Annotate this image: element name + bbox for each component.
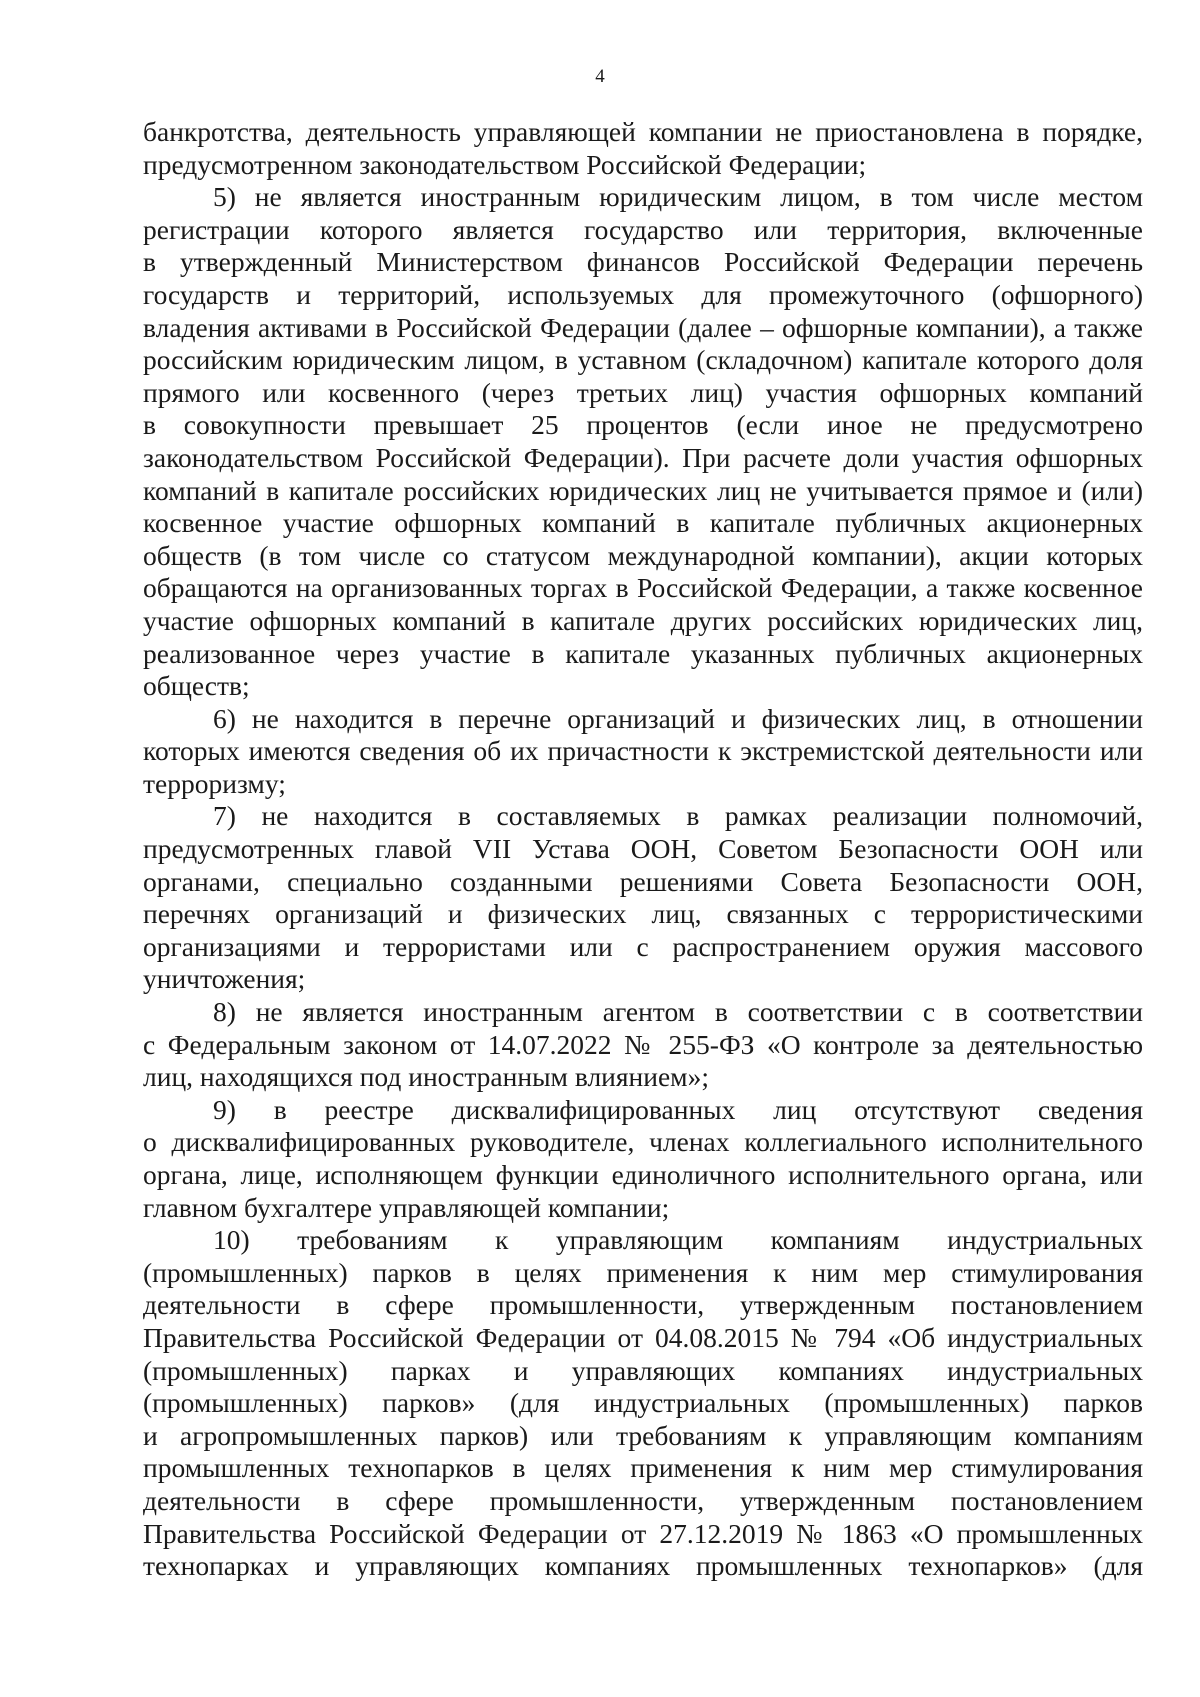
- text-line: уничтожения;: [143, 963, 306, 995]
- text-line: 9) в реестре дисквалифицированных лиц отсутствуют сведения: [213, 1093, 1143, 1125]
- text-line: реализованное через участие в капитале указанных публичных акционерных: [143, 637, 1143, 669]
- text-line: деятельности в сфере промышленности, утвержденным постановлением: [143, 1289, 1143, 1321]
- text-line: 7) не находится в составляемых в рамках реализации полномочий,: [213, 800, 1143, 832]
- text-line: регистрации которого является государство или территория, включенные: [143, 213, 1143, 245]
- text-line: лиц, находящихся под иностранным влиянием»;: [143, 1061, 709, 1093]
- paragraph-item-10: [143, 1224, 1143, 1583]
- text-line: обществ;: [143, 670, 250, 702]
- text-line: Правительства Российской Федерации от 27.12.2019 № 1863 «О промышленных: [143, 1517, 1143, 1549]
- text-line: органа, лице, исполняющем функции единоличного исполнительного органа, или: [143, 1159, 1143, 1190]
- paragraph-item-8: [143, 996, 1143, 1094]
- paragraph-item-5: [143, 181, 1143, 703]
- text-line: технопарках и управляющих компаниях промышленных технопарков» (для: [143, 1550, 1143, 1582]
- text-line: терроризму;: [143, 767, 286, 799]
- text-line: участие офшорных компаний в капитале других российских юридических лиц,: [143, 604, 1143, 636]
- text-line: 5) не является иностранным юридическим лицом, в том числе местом: [213, 181, 1143, 213]
- text-line: органами, специально созданными решениями Совета Безопасности ООН,: [143, 865, 1143, 897]
- text-line: 6) не находится в перечне организаций и физических лиц, в отношении: [213, 702, 1143, 734]
- text-line: законодательством Российской Федерации). При расчете доли участия офшорных: [143, 441, 1143, 473]
- paragraph-item-7: [143, 800, 1143, 996]
- document-body: [143, 116, 1143, 1583]
- text-line: косвенное участие офшорных компаний в капитале публичных акционерных: [143, 507, 1143, 539]
- text-line: (промышленных) парков» (для индустриальных (промышленных) парков: [143, 1387, 1143, 1419]
- text-line: в совокупности превышает 25 процентов (если иное не предусмотрено: [143, 409, 1143, 441]
- text-line: деятельности в сфере промышленности, утвержденным постановлением: [143, 1484, 1143, 1516]
- paragraph-item-6: [143, 703, 1143, 801]
- text-line: которых имеются сведения об их причастности к экстремистской деятельности или: [143, 735, 1143, 767]
- text-line: обращаются на организованных торгах в Российской Федерации, а также косвенное: [143, 572, 1143, 604]
- text-line: (промышленных) парков в целях применения к ним мер стимулирования: [143, 1256, 1143, 1288]
- text-line: владения активами в Российской Федерации (далее – офшорные компании), а также: [143, 311, 1143, 343]
- text-line: и агропромышленных парков) или требованиям к управляющим компаниям: [143, 1419, 1143, 1451]
- paragraph-item-9: [143, 1094, 1143, 1224]
- text-line: 10) требованиям к управляющим компаниям индустриальных: [213, 1224, 1143, 1256]
- text-line: главном бухгалтере управляющей компании;: [143, 1191, 670, 1223]
- text-line: обществ (в том числе со статусом международной компании), акции которых: [143, 539, 1143, 571]
- text-line: предусмотренных главой VII Устава ООН, Советом Безопасности ООН или: [143, 833, 1143, 865]
- text-line: о дисквалифицированных руководителе, членах коллегиального исполнительного: [143, 1126, 1143, 1158]
- paragraph-continuation: [143, 116, 1143, 181]
- text-line: перечнях организаций и физических лиц, связанных с террористическими: [143, 898, 1143, 930]
- text-line: Правительства Российской Федерации от 04.08.2015 № 794 «Об индустриальных: [143, 1321, 1143, 1353]
- text-line: прямого или косвенного (через третьих лиц) участия офшорных компаний: [143, 376, 1143, 408]
- text-line: организациями и террористами или с распространением оружия массового: [143, 930, 1143, 962]
- text-line: с Федеральным законом от 14.07.2022 № 255-ФЗ «О контроле за деятельностью: [143, 1028, 1143, 1060]
- text-line: банкротства, деятельность управляющей компании не приостановлена в порядке,: [143, 116, 1143, 147]
- text-line: (промышленных) парках и управляющих компаниях индустриальных: [143, 1354, 1143, 1386]
- text-line: российским юридическим лицом, в уставном (складочном) капитале которого доля: [143, 344, 1143, 376]
- text-line: предусмотренном законодательством Российской Федерации;: [143, 148, 867, 180]
- text-line: государств и территорий, используемых для промежуточного (офшорного): [143, 278, 1143, 310]
- text-line: в утвержденный Министерством финансов Российской Федерации перечень: [143, 246, 1143, 278]
- text-line: 8) не является иностранным агентом в соответствии с в соответствии: [213, 996, 1143, 1028]
- page-number: 4: [595, 66, 605, 87]
- text-line: компаний в капитале российских юридических лиц не учитывается прямое и (или): [143, 474, 1143, 506]
- text-line: промышленных технопарков в целях применения к ним мер стимулирования: [143, 1452, 1143, 1484]
